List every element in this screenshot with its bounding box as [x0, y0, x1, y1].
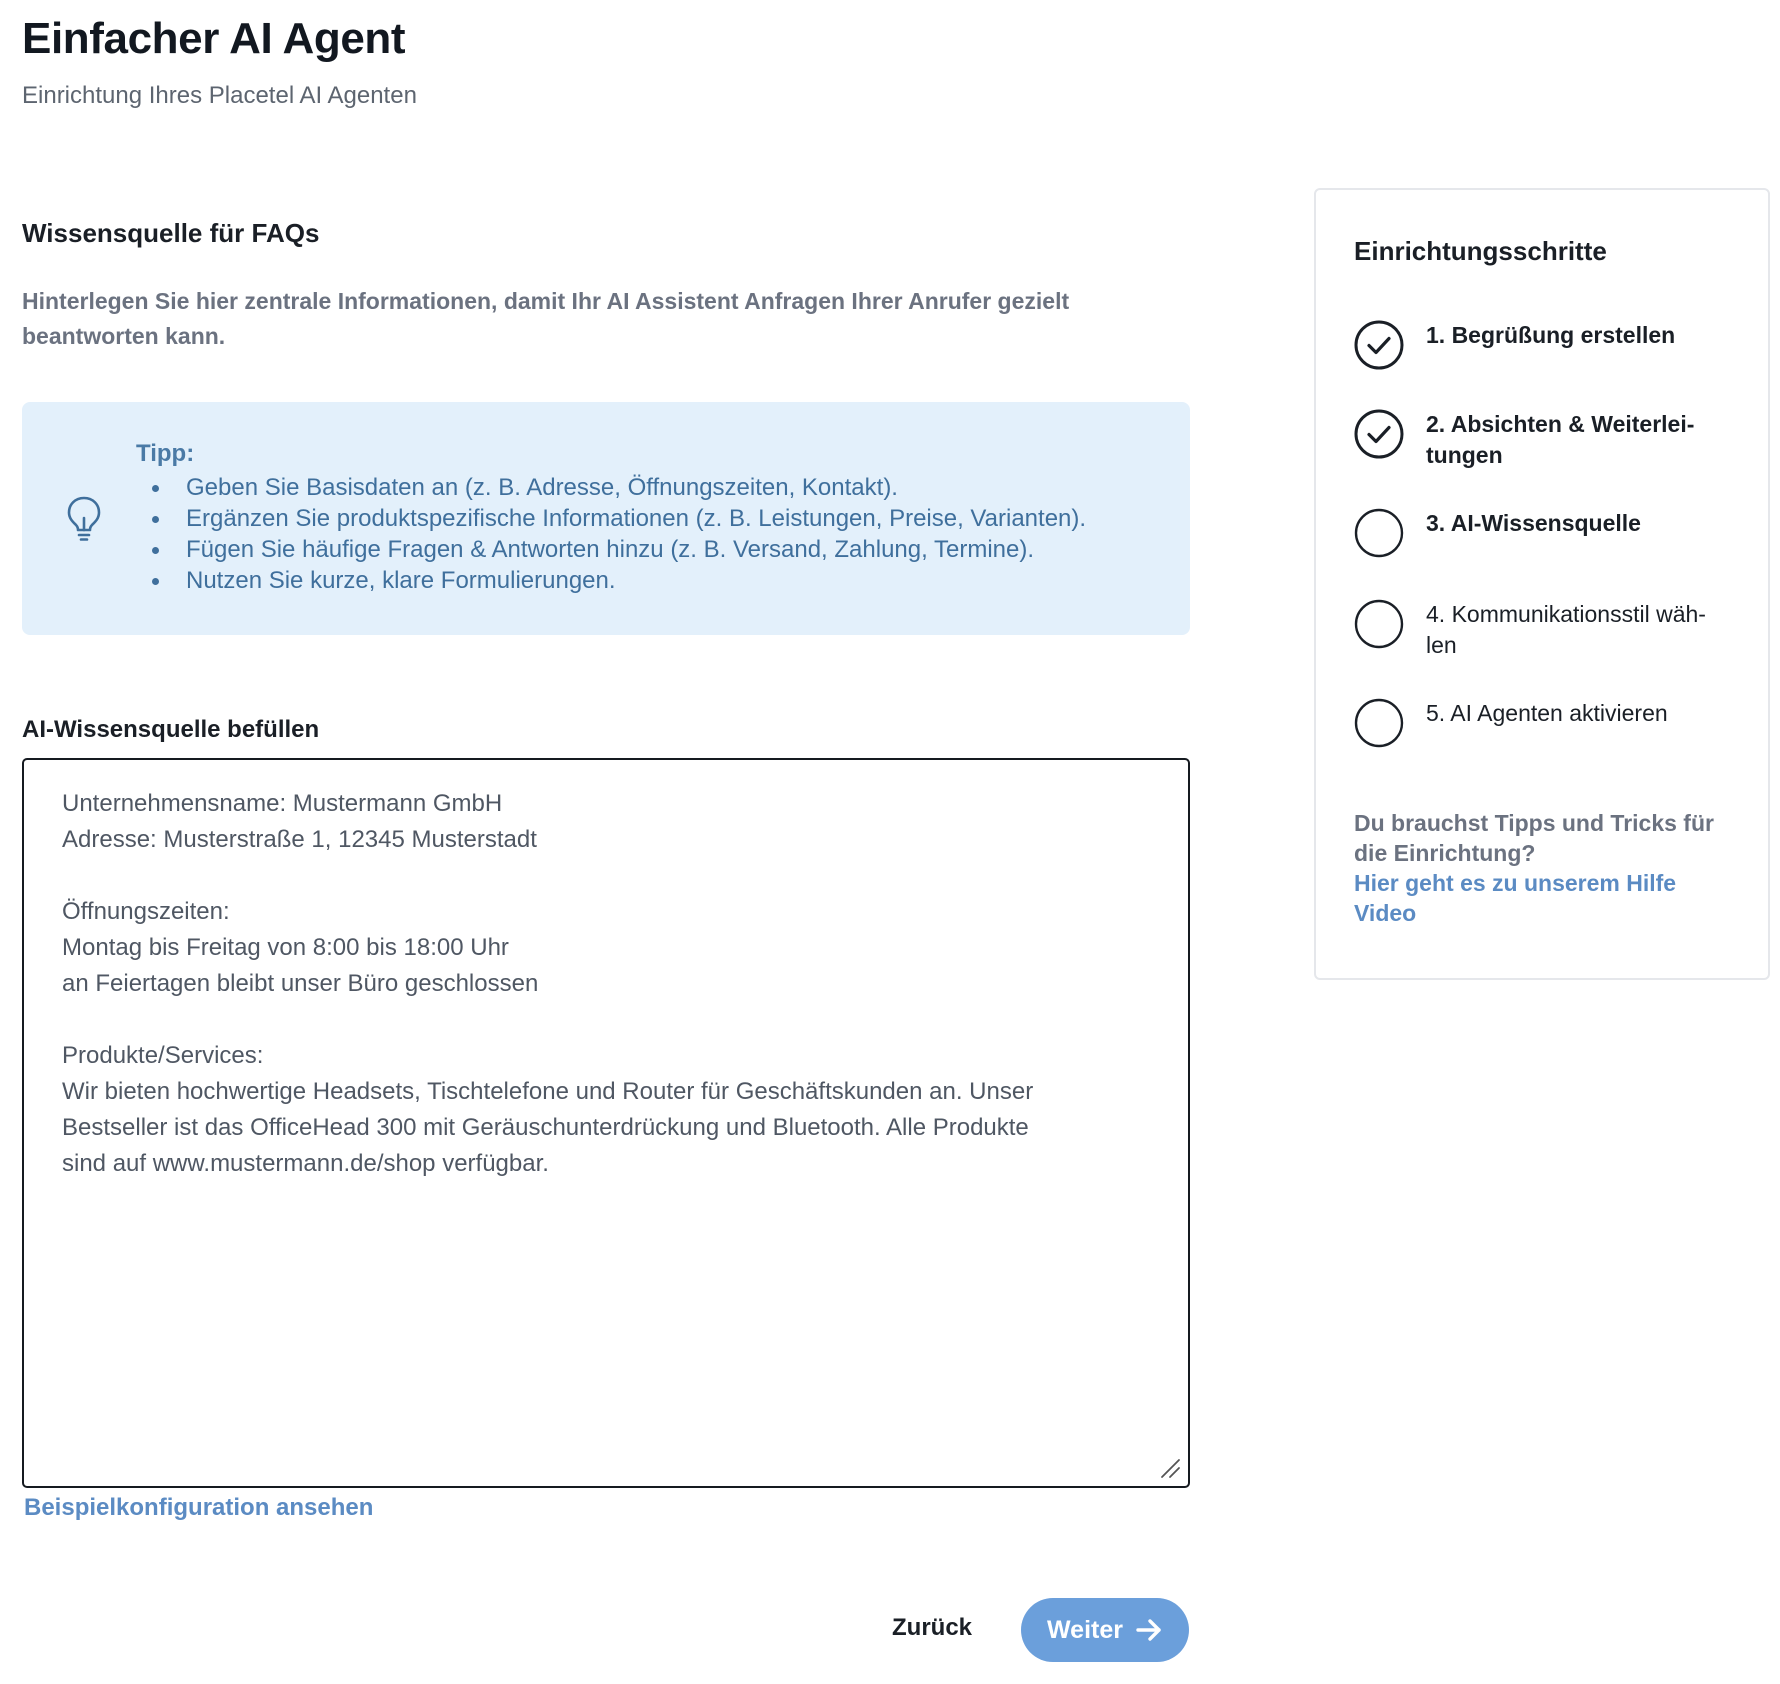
step-3[interactable] — [1354, 508, 1754, 578]
back-button[interactable]: Zurück — [892, 1614, 973, 1641]
section-description: Hinterlegen Sie hier zentrale Informationen, damit Ihr AI Assistent Anfragen Ihrer Anrufer gezielt beantworten kann. — [22, 288, 1070, 349]
step-5[interactable] — [1354, 698, 1754, 768]
help-text: Du brauchst Tipps und Tricks für die Einrichtung? — [1354, 810, 1714, 866]
check-circle-icon — [1354, 409, 1404, 459]
empty-circle-icon — [1354, 508, 1404, 558]
tip-item: Nutzen Sie kurze, klare Formulierungen. — [136, 565, 1086, 596]
step-label: 3. AI-Wissensquelle — [1426, 510, 1641, 536]
lightbulb-icon — [64, 494, 104, 542]
help-video-link[interactable]: Hier geht es zu unserem Hilfe Video — [1354, 870, 1677, 926]
arrow-right-icon — [1135, 1618, 1163, 1642]
page-title: Einfacher AI Agent — [22, 14, 406, 63]
step-4[interactable] — [1354, 599, 1754, 669]
setup-steps-panel — [1314, 188, 1770, 980]
knowledge-textarea-content[interactable]: Unternehmensname: Mustermann GmbH Adresse: Musterstraße 1, 12345 Musterstadt Öffnungszeiten: Montag bis Freitag von 8:00 bis 18:00 Uhr an Feiertagen bleibt unser Büro geschlossen Produkte/Services: Wir bieten hochwertige Headsets, Tischtelefone und Router für Geschäftskunden an. Unser Bestseller ist das OfficeHead 300 mit Geräuschunterdrückung und Bluetooth. Alle Produkte sind auf www.mustermann.de/shop verfügbar. — [62, 790, 1034, 1177]
example-config-link[interactable]: Beispielkonfiguration ansehen — [24, 1494, 374, 1521]
step-2[interactable] — [1354, 409, 1754, 479]
tip-item: Ergänzen Sie produktspezifische Informationen (z. B. Leistungen, Preise, Varianten). — [136, 503, 1086, 534]
tip-list — [136, 472, 1086, 596]
tip-title: Tipp: — [136, 440, 195, 467]
tip-item: Geben Sie Basisdaten an (z. B. Adresse, Öffnungszeiten, Kontakt). — [136, 472, 1086, 503]
empty-circle-icon — [1354, 599, 1404, 649]
section-title: Wissensquelle für FAQs — [22, 218, 320, 248]
next-button-label: Weiter — [1047, 1615, 1123, 1644]
step-1[interactable] — [1354, 320, 1754, 390]
resize-handle-icon[interactable] — [1158, 1456, 1182, 1480]
tip-box — [22, 402, 1190, 635]
step-label: 4. Kommunikationsstil wäh- len — [1426, 601, 1706, 658]
knowledge-field-label: AI-Wissensquelle befüllen — [22, 716, 320, 743]
check-circle-icon — [1354, 320, 1404, 370]
step-label: 1. Begrüßung erstellen — [1426, 322, 1676, 348]
empty-circle-icon — [1354, 698, 1404, 748]
step-label: 2. Absichten & Weiterlei- tungen — [1426, 411, 1695, 468]
tip-item: Fügen Sie häufige Fragen & Antworten hinzu (z. B. Versand, Zahlung, Termine). — [136, 534, 1086, 565]
knowledge-textarea[interactable] — [22, 758, 1190, 1488]
step-label: 5. AI Agenten aktivieren — [1426, 700, 1668, 726]
page-subtitle: Einrichtung Ihres Placetel AI Agenten — [22, 82, 417, 109]
steps-title: Einrichtungsschritte — [1354, 236, 1607, 266]
next-button[interactable] — [1021, 1598, 1189, 1662]
